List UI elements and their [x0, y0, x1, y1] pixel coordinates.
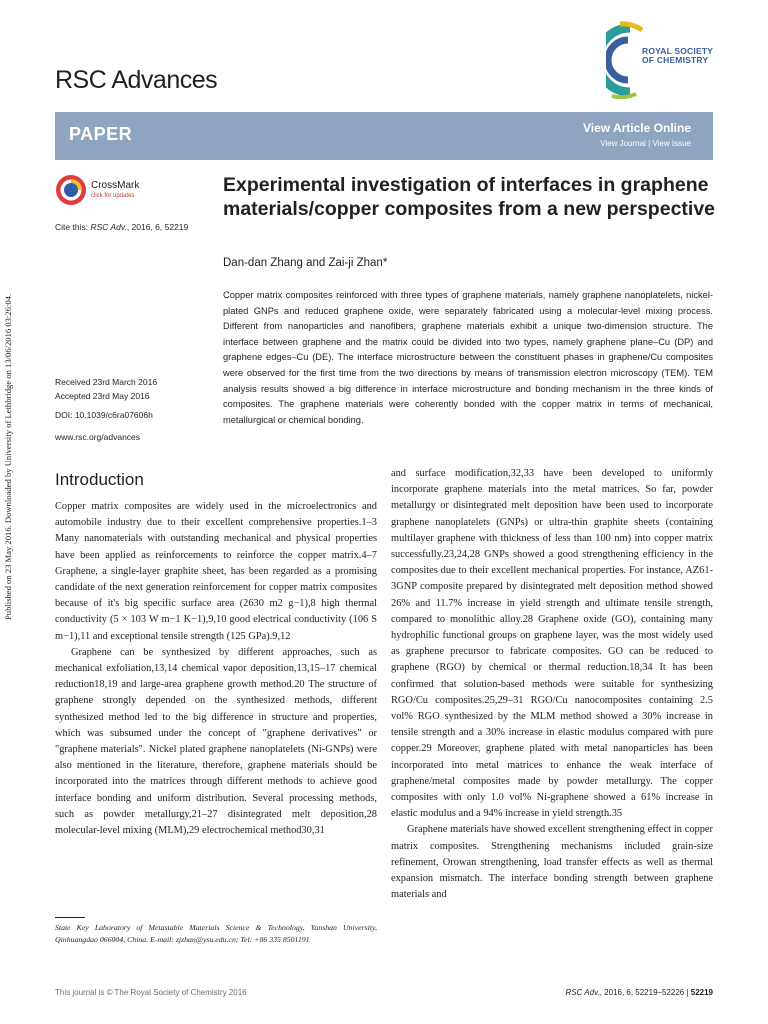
crossmark-icon — [55, 174, 87, 206]
affiliation-note: State Key Laboratory of Metastable Materials Science & Technology, Yanshan University, Qinhuangdao 066004, China. E-mail: zjzhan@ysu.edu.cn; Tel: +86 335 8501191 — [55, 923, 377, 944]
publisher-logo[interactable] — [606, 20, 718, 100]
right-column — [391, 466, 713, 903]
received-date: Received 23rd March 2016 — [55, 377, 158, 387]
cite-prefix: Cite this: — [55, 222, 91, 232]
footer-page-info — [565, 988, 713, 997]
banner-sublinks — [600, 139, 691, 148]
logo-line-2: OF CHEMISTRY — [642, 55, 709, 65]
doi: DOI: 10.1039/c6ra07606h — [55, 410, 153, 420]
view-article-online-link[interactable]: View Article Online — [582, 121, 691, 135]
paragraph: Graphene materials have showed excellent strengthening effect in copper matrix composites. Strengthening mechanisms included grain-size refinement, Orowan strengthening, load transfer effects as well as thermal expansion mismatch. The interface bonding strength between graphene materials and — [391, 824, 713, 901]
view-issue-link[interactable]: View Issue — [652, 139, 691, 148]
footnote-rule — [55, 917, 85, 918]
footer-page-number: 52219 — [690, 988, 713, 997]
crossmark-sub: click for updates — [91, 193, 135, 199]
journal-title: RSC Advances — [55, 66, 218, 94]
authors: Dan-dan Zhang and Zai-ji Zhan* — [223, 257, 388, 269]
download-note: Published on 23 May 2016. Downloaded by University of Lethbridge on 13/06/2016 03:26:04. — [3, 293, 13, 620]
paragraph: Copper matrix composites are widely used in the microelectronics and automobile industry due to their excellent comprehensive properties.1–3 Many nanomaterials with outstanding mechanical and physical properties have been applied as reinforcements to reinforce the copper matrix.4–7 Graphene, a single-layer graphite sheet, has been regarded as a promising candidate of the next generation reinforcement for copper matrix composites because of it's big specific surface area (2630 m2 g−1),8 high thermal conductivity (5 × 103 W m−1 K−1),9,10 good electrical conductivity (106 S m−1),11 and exceptional tensile strength (125 GPa).9,12 — [55, 501, 377, 642]
article-type-banner — [55, 112, 713, 160]
left-column — [55, 499, 377, 839]
logo-line-1: ROYAL SOCIETY — [642, 46, 714, 56]
link-separator: | — [645, 139, 653, 148]
abstract: Copper matrix composites reinforced with three types of graphene materials, namely graphene nanoplatelets, nickel-plated GNPs and reduced graphene oxide, were separately fabricated using a molecular-level mixing process. Different from nanoparticles and nanofibers, graphene materials exhibit a unique two-dimension structure. The interface between graphene and the matrix could be divided into two types, namely graphene plane–Cu (DP) and graphene edges–Cu (DE). The interface microstructure between the constituent phases in graphene/Cu composites were observed for the first time from the two directions by means of transmission electron microscopy (TEM). TEM analysis results showed a big difference in interface microstructure and bonding mechanism in the three kinds of composites. The graphene materials were coherently bonded with the copper matrix in terms of mechanical, metallurgical or chemical bonding. — [223, 290, 713, 425]
section-heading-introduction: Introduction — [55, 470, 144, 489]
paragraph: Graphene can be synthesized by different approaches, such as mechanical exfoliation,13,14 chemical vapor deposition,13,15–17 chemical reduction18,19 and large-area graphene growth method.20 The structure of graphene strongly depended on the synthesized methods, different synthesized method led to the big difference in structure and properties, which was subsumed under the concept of "graphene derivatives" or "graphene materials". Nickel plated graphene nanoplatelets (Ni-GNPs) were also mentioned in the literature, therefore, graphene materials should be incorporated into the matrices through different methods to achieve good interface bonding and uniform distribution. Several processing methods, such as powder metallurgy,21–27 disintegrated melt deposition,28 molecular-level mixing (MLM),29 electrochemical method30,31 — [55, 646, 377, 837]
cite-journal: RSC Adv. — [90, 222, 127, 232]
crossmark-badge[interactable] — [55, 174, 155, 208]
paragraph: and surface modification,32,33 have been developed to uniformly incorporate graphene materials into the metal matrices. So far, powder metallurgy or disintegrated melt deposition have been used to incorporate graphene nanoplatelets (GNPs) or ultra-thin graphite sheets (containing multilayer graphene with thickness of less than 100 nm) into copper matrix successfully.23,24,28 GNPs showed a good strengthening efficiency in the composites due to their excellent mechanical properties. For instance, AZ61-3GNP composite prepared by disintegrated melt deposition method showed 26% and 11.7% increase in yield strength and ultimate tensile strength, compared to monolithic alloy.28 Graphene oxide (GO), containing many hydrophilic functional groups on graphene layer, was the most widely used as graphene precursor to fabricate composites. GO can be reduced to graphene (RGO) by chemical or thermal reduction.18,34 It has been confirmed that solution-based methods were suitable for synthesizing RGO/Cu composites.25,29–31 RGO/Cu nanocomposites containing 2.5 vol% RGO synthesized by the MLM method showed a 30% increase in tensile strength and a 30% increase in elastic modulus compared with pure copper.29 Moreover, graphene plated with metal nanoparticles has been incorporated into metal matrices to enhance the weak interface of graphene/metal composites made by powder metallurgy. The copper composites with only 1.0 vol% Ni-graphene showed a 61% increase in elastic modulus and a 94% increase in yield strength.35 — [391, 468, 713, 820]
crossmark-label: CrossMark — [91, 180, 140, 191]
footer-journal: RSC Adv. — [565, 988, 600, 997]
footer-pages: , 2016, 6, 52219–52226 | — [599, 988, 691, 997]
footer-copyright: This journal is © The Royal Society of Chemistry 2016 — [55, 988, 247, 997]
view-journal-link[interactable]: View Journal — [600, 139, 646, 148]
journal-url[interactable]: www.rsc.org/advances — [55, 432, 141, 442]
accepted-date: Accepted 23rd May 2016 — [55, 391, 150, 401]
citation — [55, 222, 188, 232]
cite-rest: , 2016, 6, 52219 — [126, 222, 189, 232]
article-title: Experimental investigation of interfaces in graphene materials/copper composites from a new perspective — [223, 174, 716, 220]
article-type-label: PAPER — [69, 124, 133, 144]
